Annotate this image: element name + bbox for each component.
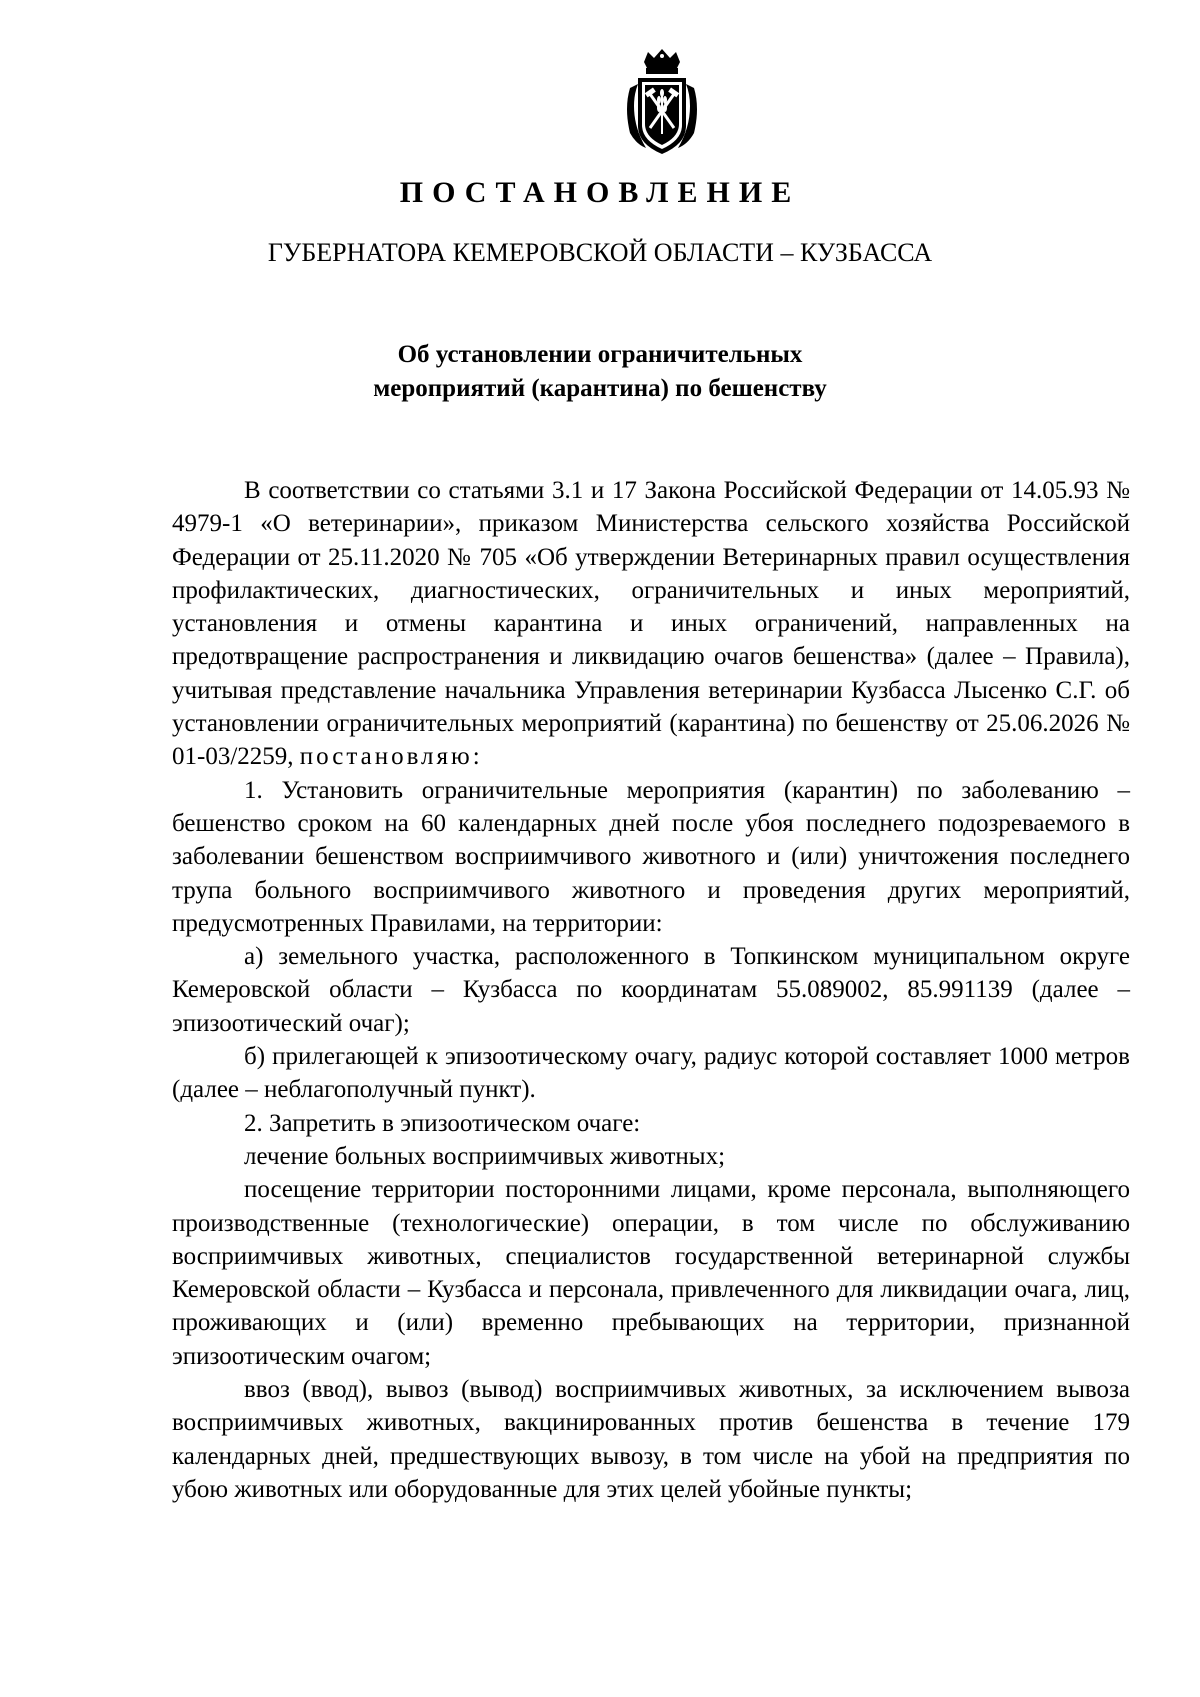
item-1-paragraph: 1. Установить ограничительные мероприятия (карантин) по заболеванию – бешенство сроком на 60 календарных дней после убоя последнего подозреваемого в заболевании бешенством восприимчивого животного и (или) уничтожения последнего трупа больного восприимчивого животного и проведения других мероприятий, предусмотренных Правилами, на территории: <box>172 776 1130 937</box>
item-2-2-paragraph: посещение территории посторонними лицами, кроме персонала, выполняющего производственные (технологические) операции, в том числе по обслуживанию восприимчивых животных, специалистов государственной ветеринарной службы Кемеровской области – Кузбасса и персонала, привлеченного для ликвидации очага, лиц, проживающих и (или) временно пребывающих на территории, признанной эпизоотическим очагом; <box>172 1176 1130 1370</box>
item-1a-paragraph: а) земельного участка, расположенного в Топкинском муниципальном округе Кемеровской области – Кузбасса по координатам 55.089002, 85.991139 (далее – эпизоотический очаг); <box>172 943 1130 1037</box>
document-type: ПОСТАНОВЛЕНИЕ <box>399 176 801 209</box>
title-line-2: мероприятий (карантина) по бешенству <box>373 375 827 402</box>
issuer-line: ГУБЕРНАТОРА КЕМЕРОВСКОЙ ОБЛАСТИ – КУЗБАССА <box>267 238 933 267</box>
preamble-text: В соответствии со статьями 3.1 и 17 Закона Российской Федерации от 14.05.93 № 4979-1 «О ветеринарии», приказом Министерства сельского хозяйства Российской Федерации от 25.11.2020 № 705 «Об утверждении Ветеринарных правил осуществления профилактических, диагностических, ограничительных и иных мероприятий, установления и отмены карантина и иных ограничений, направленных на предотвращение распространения и ликвидацию очагов бешенства» (далее – Правила), учитывая представление начальника Управления ветеринарии Кузбасса Лысенко С.Г. об установлении ограничительных мероприятий (карантина) по бешенству от 25.06.2026 № 01-03/2259, <box>172 477 1130 771</box>
item-2-1-paragraph: лечение больных восприимчивых животных; <box>244 1142 726 1170</box>
decree-word: постановляю: <box>299 743 483 771</box>
item-2-3-paragraph: ввоз (ввод), вывоз (вывод) восприимчивых животных, за исключением вывоза восприимчивых животных, вакцинированных против бешенства в течение 179 календарных дней, предшествующих вывозу, в том числе на убой на предприятия по убою животных или оборудованные для этих целей убойные пункты; <box>172 1376 1130 1503</box>
item-1b-paragraph: б) прилегающей к эпизоотическому очагу, радиус которой составляет 1000 метров (далее – неблагополучный пункт). <box>172 1043 1130 1104</box>
preamble-paragraph <box>172 474 1130 774</box>
title-line-1: Об установлении ограничительных <box>397 341 803 368</box>
document-body <box>172 474 1130 1506</box>
document-title <box>0 338 1200 406</box>
kuzbass-coat-of-arms-icon <box>622 48 702 158</box>
item-2-paragraph: 2. Запретить в эпизоотическом очаге: <box>244 1109 641 1137</box>
